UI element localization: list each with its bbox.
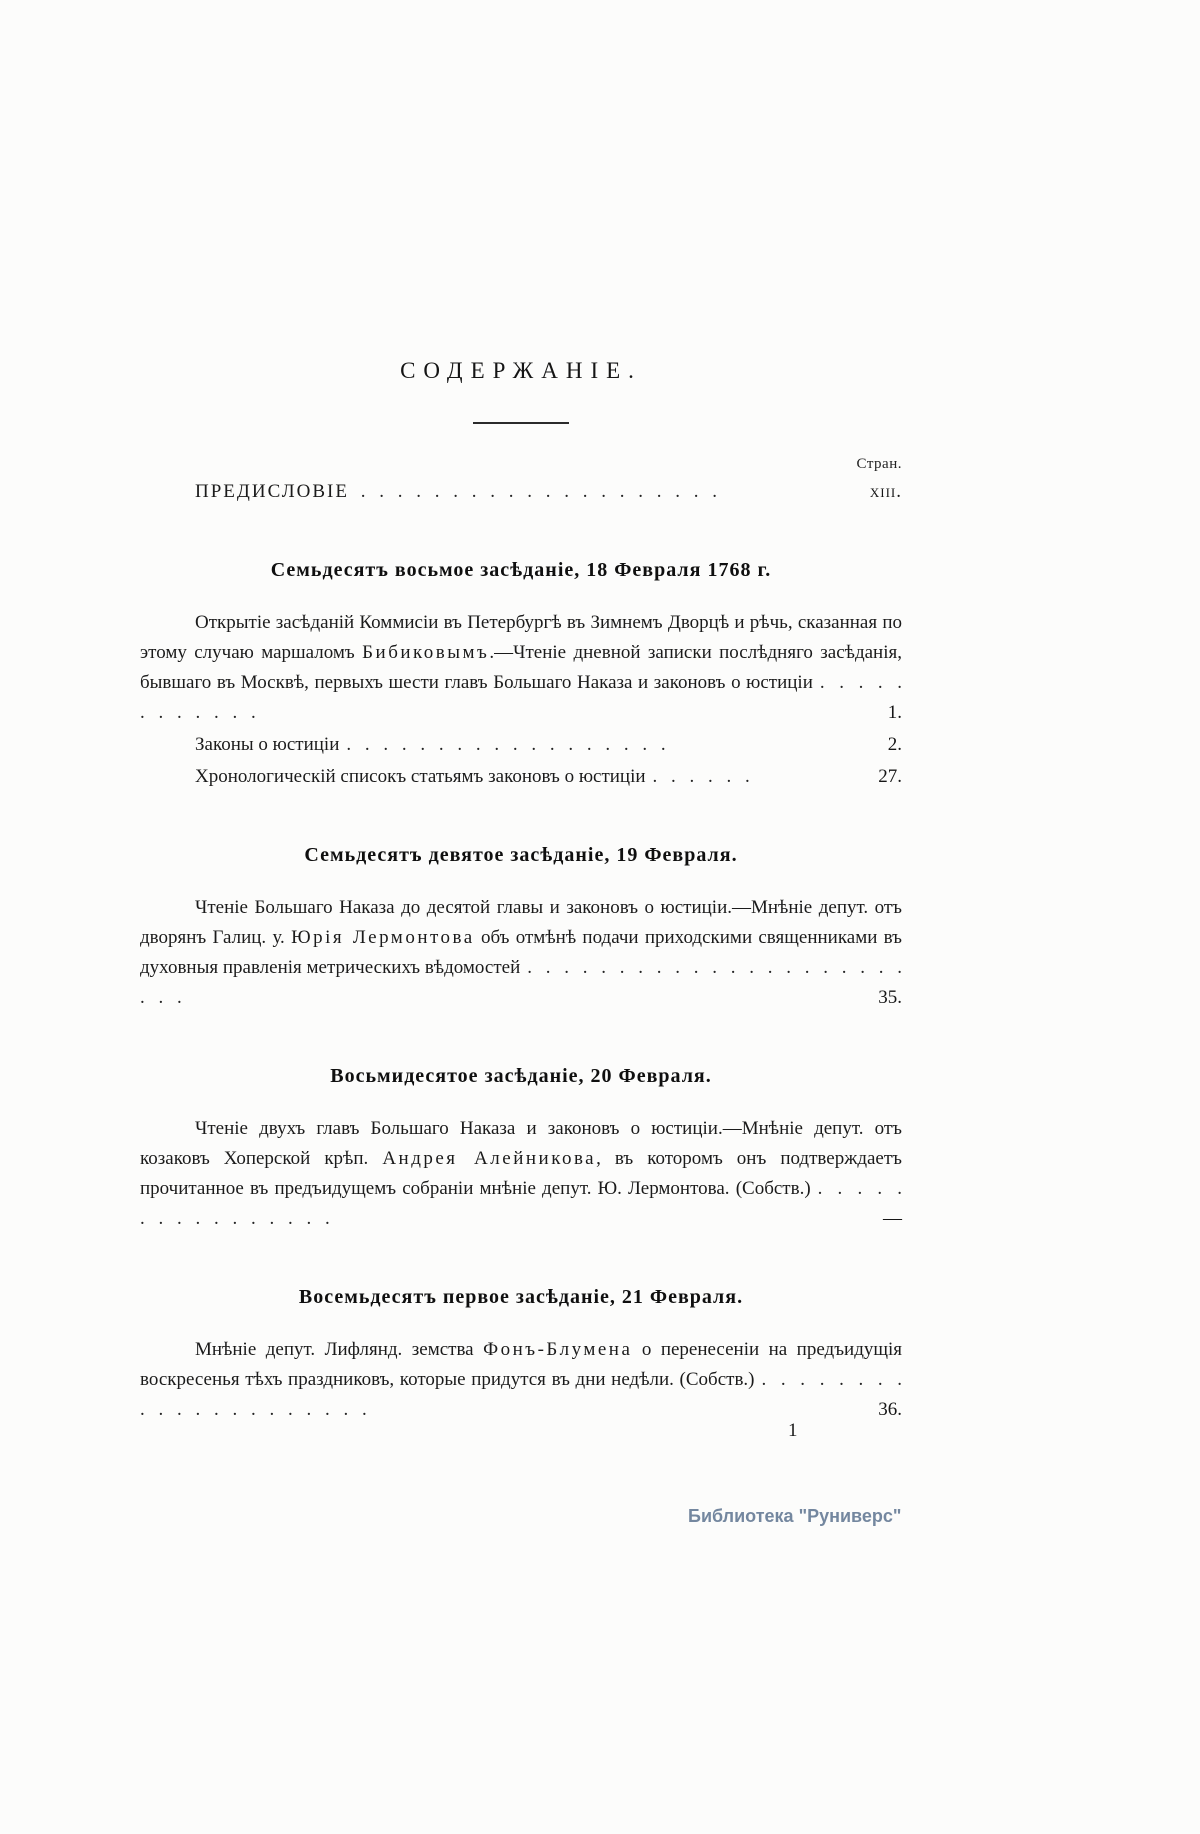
entry-text: объ отмѣнѣ подачи приходскими священниками въ духовныя правленія метрическихъ вѣдомостей	[140, 927, 902, 978]
dot-leader: . . . . . . . . . . . . . . . . . . . .	[360, 481, 717, 502]
toc-content	[140, 358, 902, 1425]
entry-text: Чтеніе двухъ главъ Большаго Наказа и законовъ о юстиціи.—Мнѣніе депут. отъ козаковъ Хоперской крѣп.	[140, 1118, 902, 1169]
entry-text: Фонъ-Блумена	[483, 1339, 633, 1360]
dot-leader: . . . . . . . . . . . . . . . .	[140, 1178, 902, 1229]
entry-text: о перенесеніи на предъидущія воскресенья тѣхъ праздниковъ, которые придутся въ дни недѣли. (Собств.)	[140, 1339, 903, 1390]
dot-leader: . . . . . . . . . . . . . . . . . .	[346, 734, 666, 755]
entry-page-number: xiii.	[869, 481, 902, 502]
entry-text: .—Чтеніе дневной записки послѣдняго засѣданія, бывшаго въ Москвѣ, первыхъ шести главъ Большаго Наказа и законовъ о юстиціи	[140, 642, 902, 693]
entry-text: ПРЕДИСЛОВІЕ	[195, 481, 349, 502]
toc-entry-preface	[140, 477, 902, 507]
entry-page-number: 1.	[887, 702, 902, 723]
toc-sections	[140, 559, 902, 1425]
entry-text: Законы о юстиціи	[195, 734, 340, 755]
entry-text: Чтеніе Большаго Наказа до десятой главы и законовъ о юстиціи.—Мнѣніе депут. отъ дворянъ Галиц. у.	[140, 897, 902, 948]
entry-text: Открытіе засѣданій Коммисіи въ Петербургѣ въ Зимнемъ Дворцѣ и рѣчь, сказанная по этому случаю маршаломъ	[140, 612, 902, 663]
toc-entry	[140, 608, 902, 728]
toc-entry	[140, 1114, 902, 1234]
entry-text: , въ которомъ онъ подтверждаетъ прочитанное въ предъидущемъ собраніи мнѣніе депут. Ю. Лермонтова. (Собств.)	[140, 1148, 902, 1199]
entry-text: Хронологическій списокъ статьямъ законовъ о юстиціи	[195, 766, 646, 787]
page-column-header: Стран.	[856, 456, 902, 472]
entry-page-number: 27.	[878, 766, 902, 787]
section-heading: Семьдесятъ восьмое засѣданіе, 18 Февраля 1768 г.	[270, 559, 772, 581]
section-heading: Восьмидесятое засѣданіе, 20 Февраля.	[330, 1065, 712, 1087]
section-heading: Восемьдесятъ первое засѣданіе, 21 Февраля.	[298, 1286, 744, 1308]
entry-text: Бибиковымъ	[362, 642, 490, 663]
toc-entry	[140, 893, 902, 1013]
toc-entry	[140, 762, 902, 792]
page-title: СОДЕРЖАНІЕ.	[400, 358, 642, 383]
entry-text: Андрея Алейникова	[382, 1148, 597, 1169]
dot-leader: . . . . . . . . . . . . . . . . . . . . .	[140, 1369, 903, 1420]
entry-page-number: 2.	[887, 734, 902, 755]
toc-entry	[140, 730, 902, 760]
entry-text: Юрія Лермонтова	[291, 927, 475, 948]
section-heading: Семьдесятъ девятое засѣданіе, 19 Февраля.	[304, 844, 738, 866]
dot-leader: . . . . . . . . . . . . . . . . . . . . . . . .	[140, 957, 902, 1008]
title-divider	[473, 422, 569, 424]
dot-leader: . . . . . . . . . . . .	[140, 672, 903, 723]
signature-mark: 1	[788, 1420, 798, 1441]
entry-page-number: 35.	[878, 987, 902, 1008]
entry-page-number: 36.	[878, 1399, 902, 1420]
library-watermark: Библиотека "Руниверс"	[688, 1506, 902, 1526]
dot-leader: . . . . . .	[652, 766, 750, 787]
entry-page-number: —	[883, 1208, 902, 1229]
entry-text: Мнѣніе депут. Лифлянд. земства	[195, 1339, 484, 1360]
toc-entry	[140, 1335, 902, 1425]
